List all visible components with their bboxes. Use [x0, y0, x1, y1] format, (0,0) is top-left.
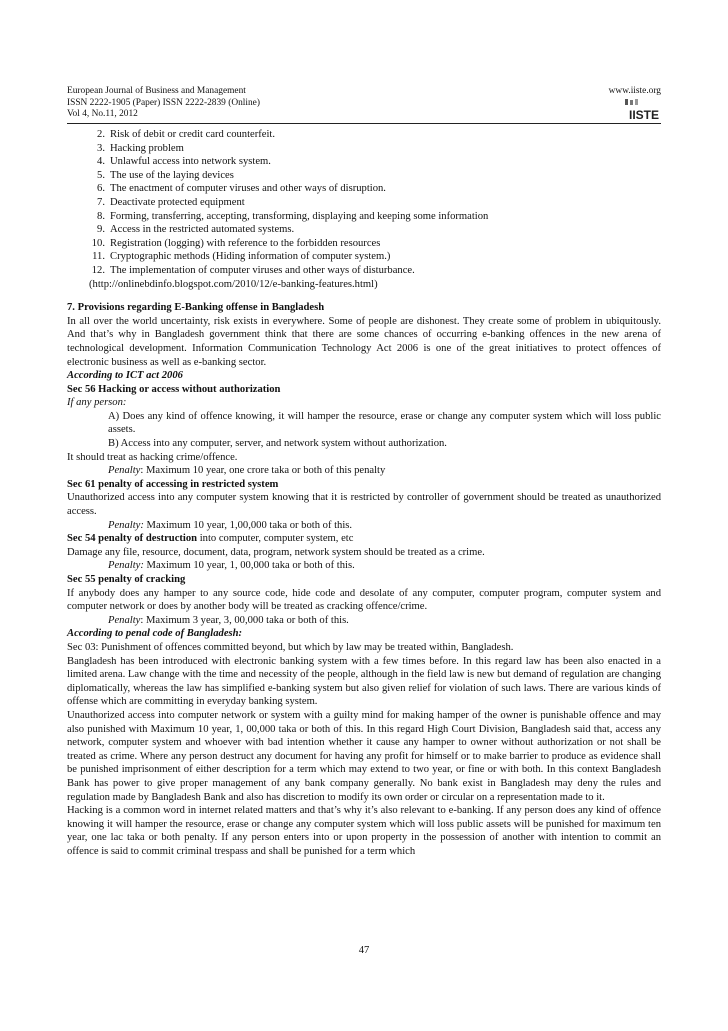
sec61-text: Unauthorized access into any computer system knowing that it is restricted by controller of government should be treated as unauthorized access. [67, 492, 661, 518]
list-item-text: Hacking problem [110, 142, 184, 154]
sec56-b: B) Access into any computer, server, and network system without authorization. [108, 438, 447, 450]
ict-heading: According to ICT act 2006 [67, 370, 183, 382]
sec56-penalty: Penalty: Maximum 10 year, one crore taka or both of this penalty [108, 465, 386, 477]
penal-heading: According to penal code of Bangladesh: [67, 628, 243, 640]
sec55-title: Sec 55 penalty of cracking [67, 574, 186, 585]
list-item-text: Deactivate protected equipment [110, 196, 245, 208]
list-item-number: 8. [97, 210, 105, 222]
body-text [67, 128, 661, 858]
sec61-title: Sec 61 penalty of accessing in restricted system [67, 478, 279, 490]
sec61-penalty: Penalty: Maximum 10 year, 1,00,000 taka or both of this. [108, 519, 353, 531]
page-number: 47 [358, 945, 370, 956]
list-item-text: Forming, transferring, accepting, transforming, displaying and keeping some information [110, 210, 489, 222]
list-item [89, 155, 661, 169]
list-item-number: 3. [97, 142, 105, 154]
paragraph: Bangladesh has been introduced with electronic banking system with a few times before. In this regard law has been also enacted in a limited arena. Law change with the time and necessity of the people, although in the field law is new but demand of regulation are changing diplomatically, whereas the law has simplified e-banking system but also given relief for violation of such laws. There are various kinds of offense which are committing in everyday banking system. [67, 655, 661, 708]
sec55-penalty: Penalty: Maximum 3 year, 3, 00,000 taka or both of this. [108, 614, 349, 626]
volume: Vol 4, No.11, 2012 [67, 109, 138, 119]
sec55-text: If anybody does any hamper to any source code, hide code and desolate of any computer, computer program, computer system and computer network or does by another body will be treated as cracking offence/crime. [67, 587, 661, 613]
paragraph: Sec 03: Punishment of offences committed beyond, but which by law may be treated within, Bangladesh. [67, 641, 514, 653]
paragraph: Hacking is a common word in internet related matters and that’s why it’s also relevant to e-banking. If any person does any kind of offence knowing it will hamper the resource, erase or change any computer system which will loss public assets will be punished for maximum ten year, one lac taka or both penalty. If any person enters into or upon property in the possession of another with intention to commit an offence is said to commit criminal trespass and shall be punished for a term which [67, 805, 661, 857]
list-item-number: 5. [97, 169, 105, 181]
header-rule [67, 123, 661, 124]
list-item [89, 182, 661, 196]
list-item-text: Unlawful access into network system. [110, 156, 271, 168]
list-item [89, 142, 661, 156]
sec54-text: Damage any file, resource, document, data, program, network system should be treated as a crime. [67, 546, 485, 558]
list-item-text: The implementation of computer viruses and other ways of disturbance. [110, 264, 415, 276]
journal-title: European Journal of Business and Management [67, 86, 246, 96]
sec56-a: A) Does any kind of offence knowing, it will hamper the resource, erase or change any computer system which will loss public assets. [108, 410, 661, 436]
list-item [89, 196, 661, 210]
list-item-number: 2. [97, 129, 105, 140]
list-item-number: 10. [91, 237, 105, 249]
paragraph: Unauthorized access into computer network or system with a guilty mind for making hamper of the owner is punishable offence and may also punished with Maximum 10 year, 1, 00,000 taka or both of this. In this regard High Court Division, Bangladesh said that, access any network, computer system and whoever with bad intention whether it cause any hamper to owner without authorization or not shall be treated as crime. Where any person destruct any document for having any profit for himself or to make barrier to produce as evidence shall be punished imprisonment of either description for a term which may extend to two year, or fine or with both. In this context Bangladesh Bank has power to give proper management of any bank company generally. No bank exist in Bangladesh may deny the rules and regulation made by Bangladesh Bank and also has discretion to modify its own order or circular on a representation made to it. [67, 709, 661, 803]
list-item-number: 4. [97, 156, 105, 168]
list-item-text: Registration (logging) with reference to the forbidden resources [110, 237, 381, 249]
sec56-title: Sec 56 Hacking or access without authorization [67, 383, 281, 395]
sec54-title: Sec 54 penalty of destruction into computer, computer system, etc [67, 533, 354, 545]
list-item [89, 250, 661, 264]
page-header [67, 86, 661, 121]
issn: ISSN 2222-1905 (Paper) ISSN 2222-2839 (Online) [67, 97, 260, 108]
risk-list [89, 128, 661, 278]
list-item [89, 169, 661, 183]
sec56-treat: It should treat as hacking crime/offence. [67, 451, 238, 463]
iiste-logo [615, 99, 661, 121]
source-url: (http://onlinebdinfo.blogspot.com/2010/12/e-banking-features.html) [89, 278, 378, 290]
logo-text: IISTE [628, 108, 659, 121]
list-item-number: 7. [97, 196, 105, 208]
sec56-if: If any person: [67, 397, 127, 409]
list-item-text: Access in the restricted automated systems. [110, 224, 295, 236]
intro-paragraph: In all over the world uncertainty, risk exists in everywhere. Some of people are dishonest. They create some of problem in ubiquitously. And that’s why in Bangladesh government think that there are some chances of occurring e-banking offences in the new arena of technological development. Information Communication Technology Act 2006 is one of the great initiatives to protect offences of electronic business as well as e-banking sector. [67, 315, 661, 368]
list-item-text: The use of the laying devices [110, 169, 234, 181]
website-link[interactable]: www.iiste.org [608, 86, 661, 96]
list-item-text: Cryptographic methods (Hiding information of computer system.) [110, 251, 391, 263]
list-item-text: Risk of debit or credit card counterfeit. [110, 129, 276, 140]
list-item [89, 237, 661, 251]
sec54-penalty: Penalty: Maximum 10 year, 1, 00,000 taka or both of this. [108, 560, 355, 572]
list-item-number: 6. [97, 183, 105, 195]
list-item [89, 223, 661, 237]
list-item-number: 9. [97, 224, 105, 236]
list-item-number: 11. [92, 251, 105, 263]
list-item [89, 264, 661, 278]
list-item-number: 12. [91, 264, 105, 276]
list-item-text: The enactment of computer viruses and other ways of disruption. [110, 183, 386, 195]
list-item [89, 128, 661, 142]
section-heading: 7. Provisions regarding E-Banking offense in Bangladesh [67, 302, 325, 314]
list-item [89, 210, 661, 224]
